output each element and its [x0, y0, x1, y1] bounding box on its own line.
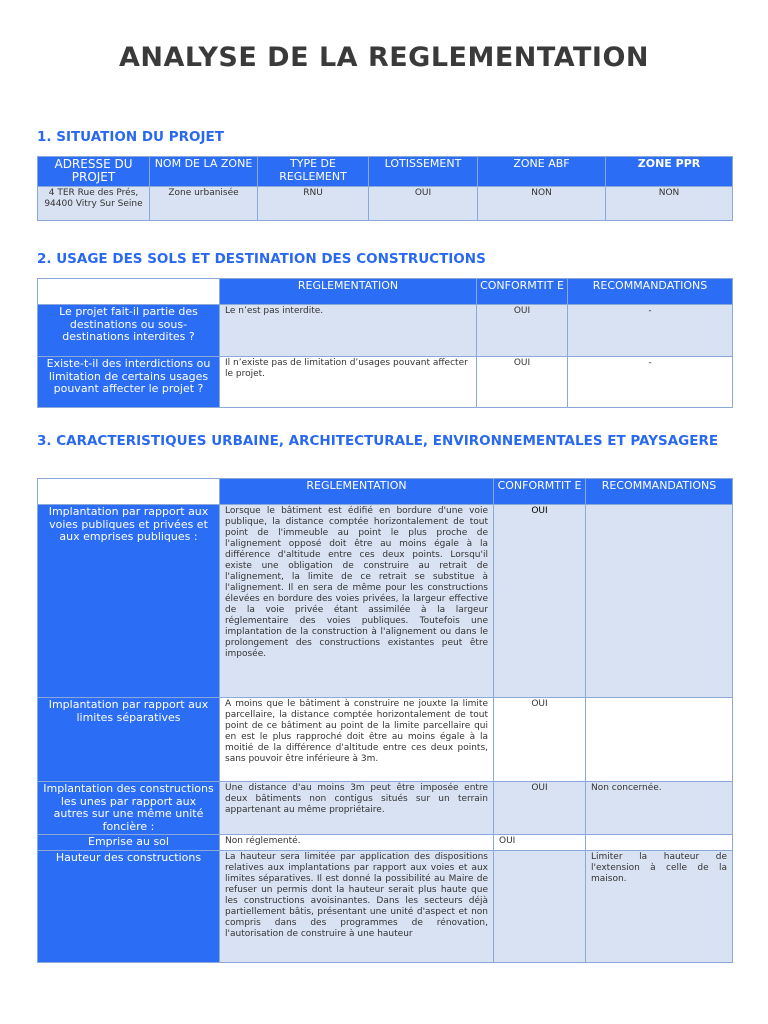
usage-table: [37, 278, 733, 408]
section-2-heading: 2. USAGE DES SOLS ET DESTINATION DES CONSTRUCTIONS: [37, 251, 486, 267]
cell-conformite: [494, 850, 586, 962]
header-type-reglement: TYPE DE REGLEMENT: [258, 157, 369, 187]
row-label-hauteur: Hauteur des constructions: [38, 850, 220, 962]
cell-type-reglement: RNU: [258, 187, 369, 221]
cell-recommandations: -: [568, 357, 733, 408]
header-recommandations: RECOMMANDATIONS: [568, 279, 733, 305]
section-3-heading: 3. CARACTERISTIQUES URBAINE, ARCHITECTURALE, ENVIRONNEMENTALES ET PAYSAGERE: [37, 433, 719, 449]
cell-recommandations: [586, 698, 733, 782]
header-adresse: ADRESSE DU PROJET: [38, 157, 150, 187]
cell-recommandations: Limiter la hauteur de l'extension à celle de la maison.: [586, 850, 733, 962]
header-lotissement: LOTISSEMENT: [369, 157, 478, 187]
caracteristiques-table: [37, 478, 733, 963]
row-label-interdictions: Existe-t-il des interdictions ou limitation de certains usages pouvant affecter le projet ?: [38, 357, 220, 408]
cell-reglementation: Une distance d'au moins 3m peut être imposée entre deux bâtiments non contigus situés sur un terrain appartenant au même propriétaire.: [220, 782, 494, 835]
header-blank: [38, 279, 220, 305]
cell-conformite: OUI: [494, 835, 586, 851]
cell-nom-zone: Zone urbanisée: [150, 187, 258, 221]
cell-zone-ppr: NON: [606, 187, 733, 221]
header-conformite: CONFORMTIT E: [494, 479, 586, 505]
header-blank: [38, 479, 220, 505]
header-zone-abf: ZONE ABF: [478, 157, 606, 187]
row-label-implantation-voies: Implantation par rapport aux voies publiques et privées et aux emprises publiques :: [38, 505, 220, 698]
cell-reglementation: Non réglementé.: [220, 835, 494, 851]
cell-adresse: 4 TER Rue des Prés, 94400 Vitry Sur Seine: [38, 187, 150, 221]
cell-conformite: OUI: [494, 782, 586, 835]
header-reglementation: REGLEMENTATION: [220, 279, 477, 305]
header-recommandations: RECOMMANDATIONS: [586, 479, 733, 505]
header-zone-ppr: ZONE PPR: [606, 157, 733, 187]
cell-reglementation: La hauteur sera limitée par application des dispositions relatives aux implantations par rapport aux voies et aux limites séparatives. Il est donné la possibilité au Maire de refuser un permis dont la hauteur serait plus haute que les constructions avoisinantes. Dans les secteurs déjà partiellement bâtis, présentant une unité d'aspect et non compris dans des programmes de rénovation, l'autorisation de construire à une hauteur: [220, 850, 494, 962]
cell-recommandations: Non concernée.: [586, 782, 733, 835]
cell-recommandations: -: [568, 305, 733, 357]
situation-table: [37, 156, 733, 221]
section-1-heading: 1. SITUATION DU PROJET: [37, 129, 224, 145]
header-reglementation: REGLEMENTATION: [220, 479, 494, 505]
cell-lotissement: OUI: [369, 187, 478, 221]
cell-zone-abf: NON: [478, 187, 606, 221]
cell-conformite: OUI: [477, 305, 568, 357]
cell-recommandations: [586, 505, 733, 698]
cell-recommandations: [586, 835, 733, 851]
header-nom-zone: NOM DE LA ZONE: [150, 157, 258, 187]
header-conformite: CONFORMTIT E: [477, 279, 568, 305]
cell-reglementation: Le n’est pas interdite.: [220, 305, 477, 357]
row-label-implantation-limites: Implantation par rapport aux limites séparatives: [38, 698, 220, 782]
cell-reglementation: Lorsque le bâtiment est édifié en bordure d'une voie publique, la distance comptée horizontalement de tout point de l'immeuble au point le plus proche de l'alignement opposé doit être au moins égale à la différence d'altitude entre ces deux points. Lorsqu'il existe une obligation de construire au retrait de l'alignement, la limite de ce retrait se substitue à l'alignement. Il en sera de même pour les constructions élevées en bordure des voies privées, la largeur effective de la voie privée étant assimilée à la largeur réglementaire des voies publiques. Toutefois une implantation de la construction à l'alignement ou dans le prolongement des constructions existantes peut être imposée.: [220, 505, 494, 698]
cell-reglementation: Il n’existe pas de limitation d’usages pouvant affecter le projet.: [220, 357, 477, 408]
page-title: ANALYSE DE LA REGLEMENTATION: [118, 42, 650, 73]
cell-conformite: OUI: [494, 698, 586, 782]
row-label-destinations: Le projet fait-il partie des destinations ou sous-destinations interdites ?: [38, 305, 220, 357]
cell-conformite: OUI: [494, 505, 586, 698]
cell-conformite: OUI: [477, 357, 568, 408]
row-label-implantation-constructions: Implantation des constructions les unes par rapport aux autres sur une même unité foncière :: [38, 782, 220, 835]
row-label-emprise-sol: Emprise au sol: [38, 835, 220, 851]
cell-reglementation: A moins que le bâtiment à construire ne jouxte la limite parcellaire, la distance comptée horizontalement de tout point de ce bâtiment au point de la limite parcellaire qui en est le plus rapproché doit être au moins égale à la moitié de la différence d'altitude entre ces deux points, sans pouvoir être inférieure à 3m.: [220, 698, 494, 782]
